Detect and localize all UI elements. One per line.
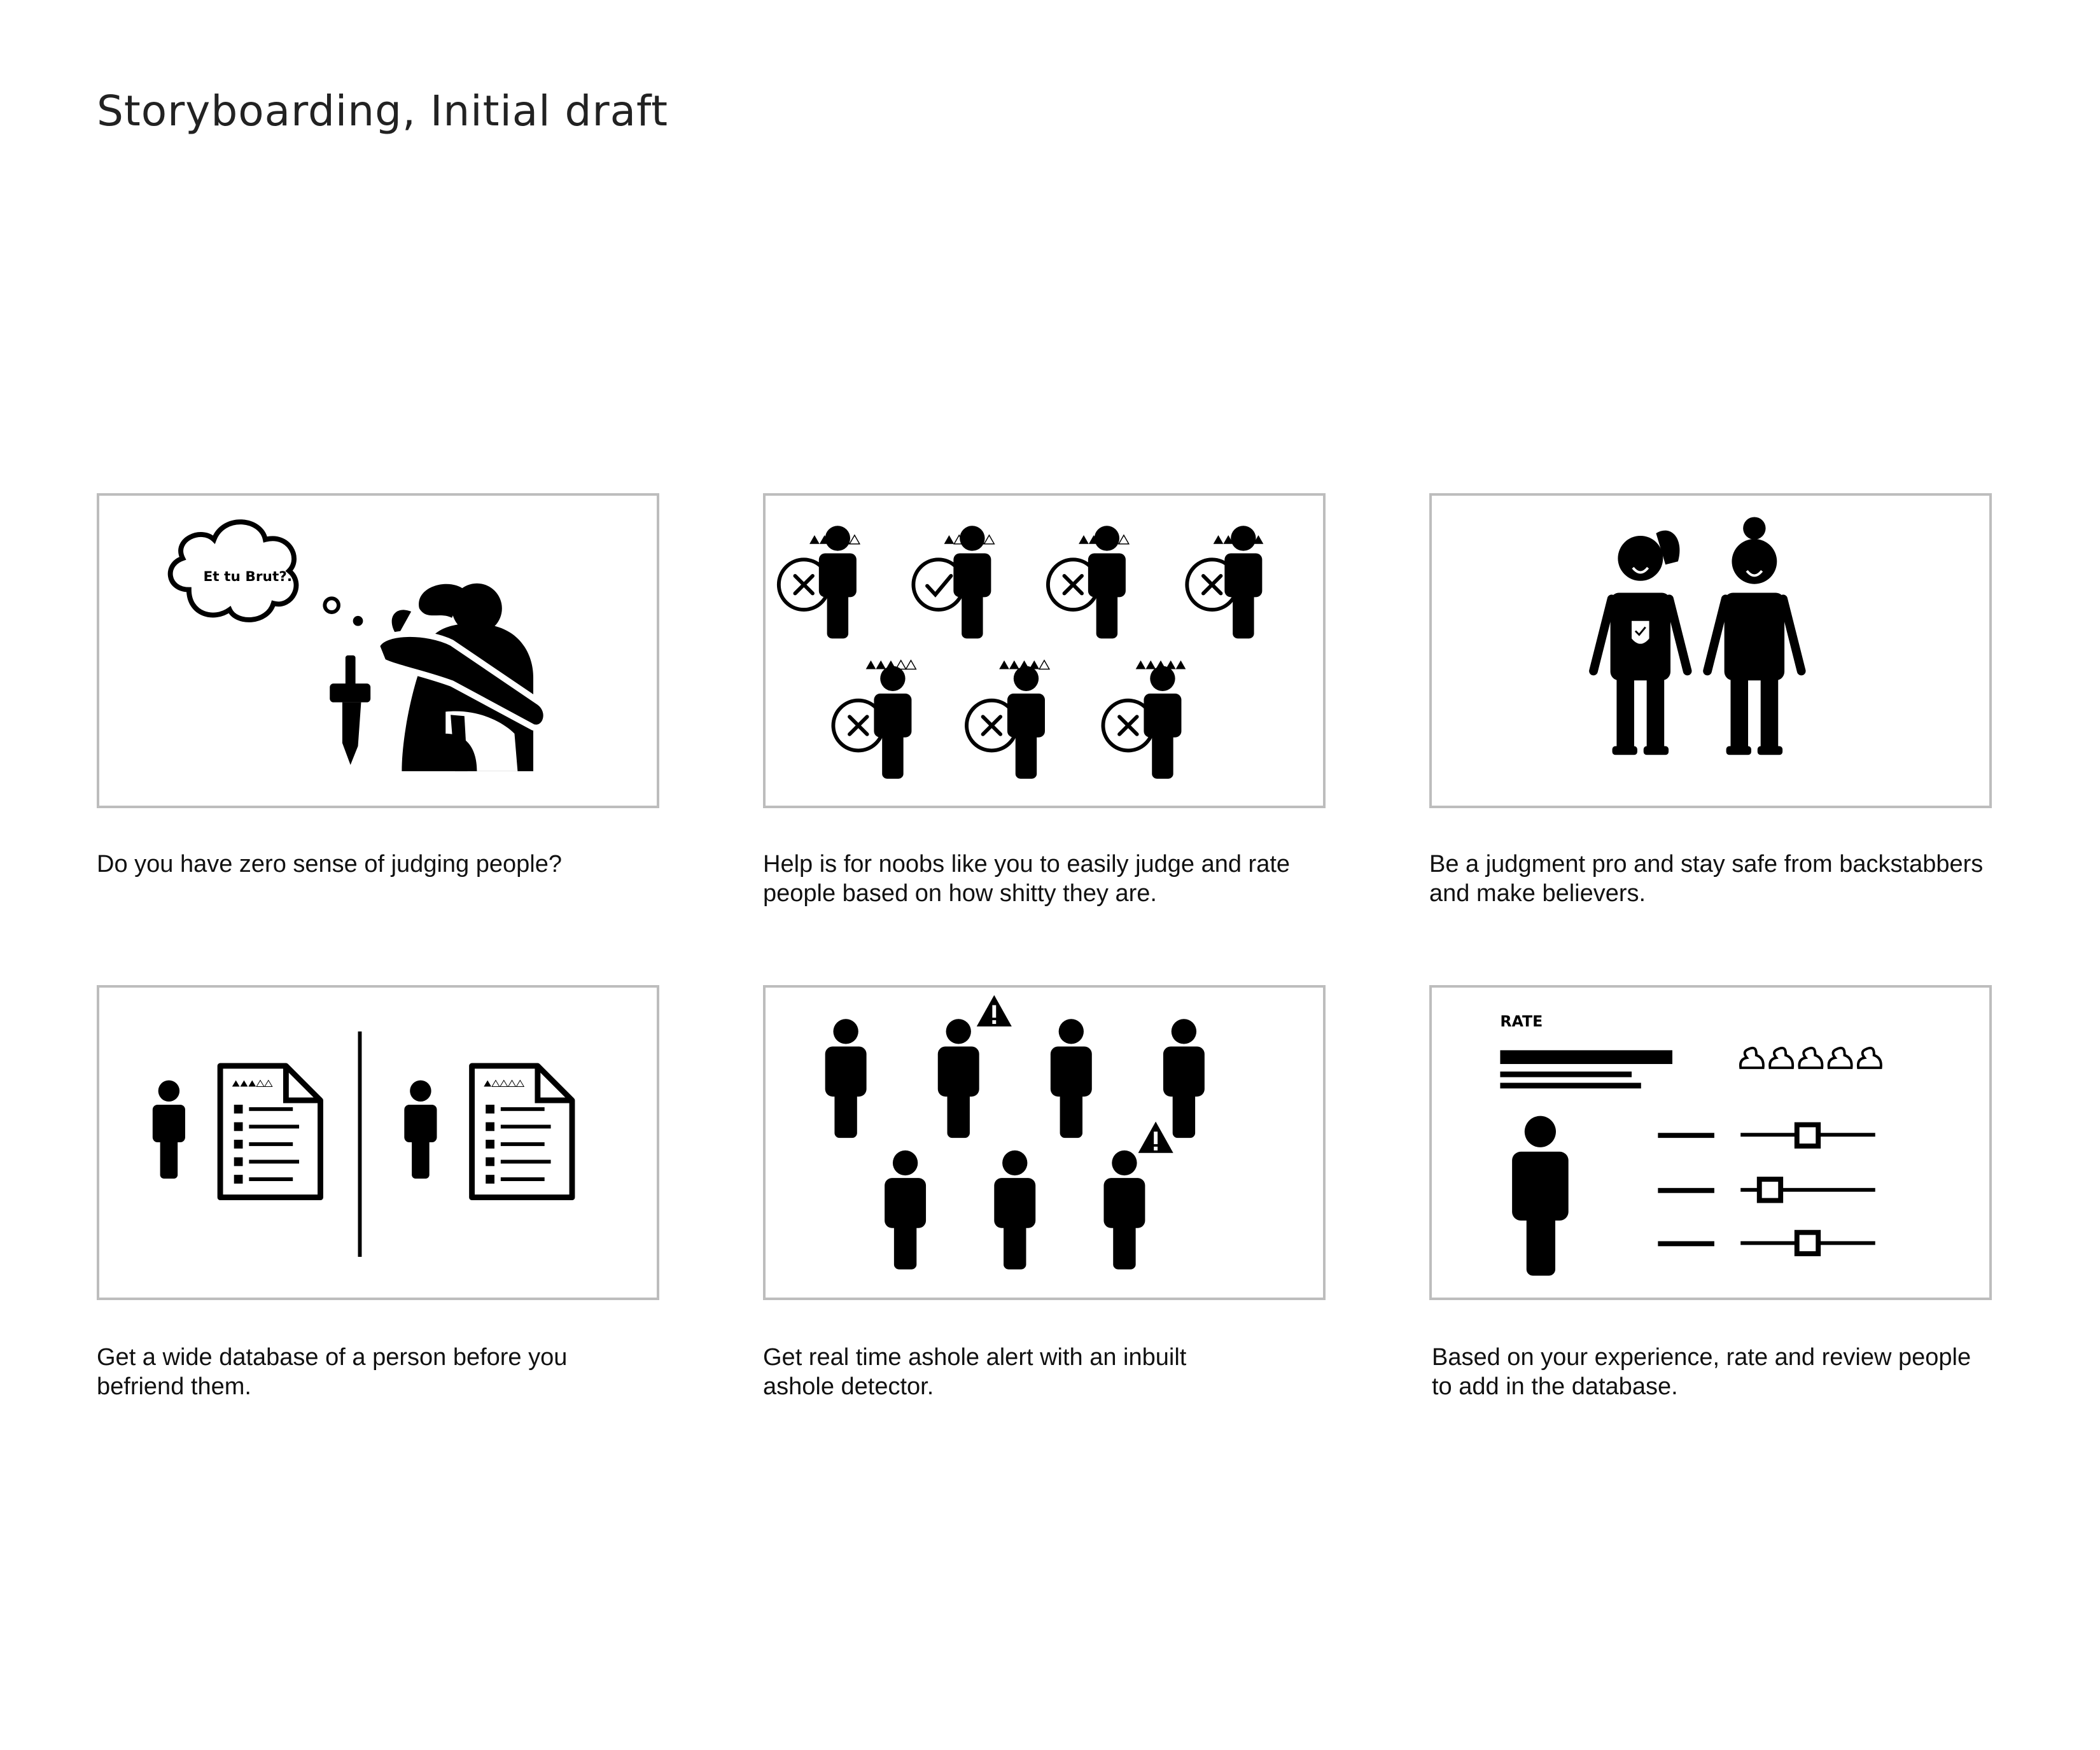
crowd-person-4 (1163, 1019, 1205, 1138)
rating-icons (1740, 1048, 1881, 1068)
rating-sliders (1658, 1124, 1875, 1254)
knife-icon (330, 655, 370, 765)
rated-person-3 (1048, 526, 1129, 638)
storyboard-panel-3 (1429, 493, 1992, 808)
rated-people-illustration (766, 496, 1323, 806)
storyboard-panel-1 (97, 493, 659, 808)
storyboard-panel-6 (1429, 985, 1992, 1300)
panel-4-caption: Get a wide database of a person before you befriend them. (97, 1344, 568, 1400)
crowd-person-1 (825, 1019, 867, 1138)
warning-icon (977, 995, 1012, 1026)
document-icon-right (472, 1066, 572, 1198)
crowd-person-5 (885, 1151, 926, 1270)
crowd-person-7 (1103, 1151, 1145, 1270)
panel-1-caption: Do you have zero sense of judging people? (97, 851, 562, 878)
rated-person-4 (1187, 526, 1263, 638)
storyboard-panel-2 (763, 493, 1326, 808)
page-title: Storyboarding, Initial draft (97, 87, 668, 136)
rated-person-1 (779, 526, 860, 638)
crowd-person-6 (994, 1151, 1035, 1270)
thought-bubble-text: Et tu Brut?.. (203, 568, 298, 585)
rated-person-7 (1103, 661, 1186, 779)
panel-3-caption: Be a judgment pro and stay safe from backstabbers and make believers. (1429, 851, 1984, 907)
rate-label: RATE (1500, 1012, 1543, 1030)
rated-person-2 (913, 526, 994, 638)
document-icon-left (220, 1066, 320, 1198)
person-profile-left (153, 1081, 185, 1179)
storyboard-panel-4 (97, 985, 659, 1300)
storyboard-panel-5 (763, 985, 1326, 1300)
two-girls-illustration (1432, 496, 1989, 806)
divider-line (358, 1032, 362, 1257)
crowd-person-3 (1051, 1019, 1092, 1138)
crowd-person-2 (938, 1019, 979, 1138)
person-profile-right (404, 1081, 437, 1179)
alert-crowd-illustration (766, 988, 1323, 1298)
text-lines (1500, 1050, 1672, 1088)
rated-person-6 (967, 661, 1049, 779)
person-icon (1512, 1116, 1569, 1276)
panel-5-caption: Get real time ashole alert with an inbuilt ashole detector. (763, 1344, 1187, 1400)
rate-review-illustration (1432, 988, 1989, 1298)
girl-with-shield-icon (1593, 531, 1688, 755)
database-illustration (99, 988, 657, 1298)
hugging-people-icon (377, 584, 547, 771)
rated-person-5 (833, 661, 916, 779)
warning-icon (1138, 1122, 1173, 1153)
backstab-illustration (99, 496, 657, 806)
panel-6-caption: Based on your experience, rate and review people to add in the database. (1432, 1344, 1971, 1400)
panel-2-caption: Help is for noobs like you to easily judge and rate people based on how shitty they are. (763, 851, 1291, 907)
girl-with-bun-icon (1707, 517, 1802, 755)
